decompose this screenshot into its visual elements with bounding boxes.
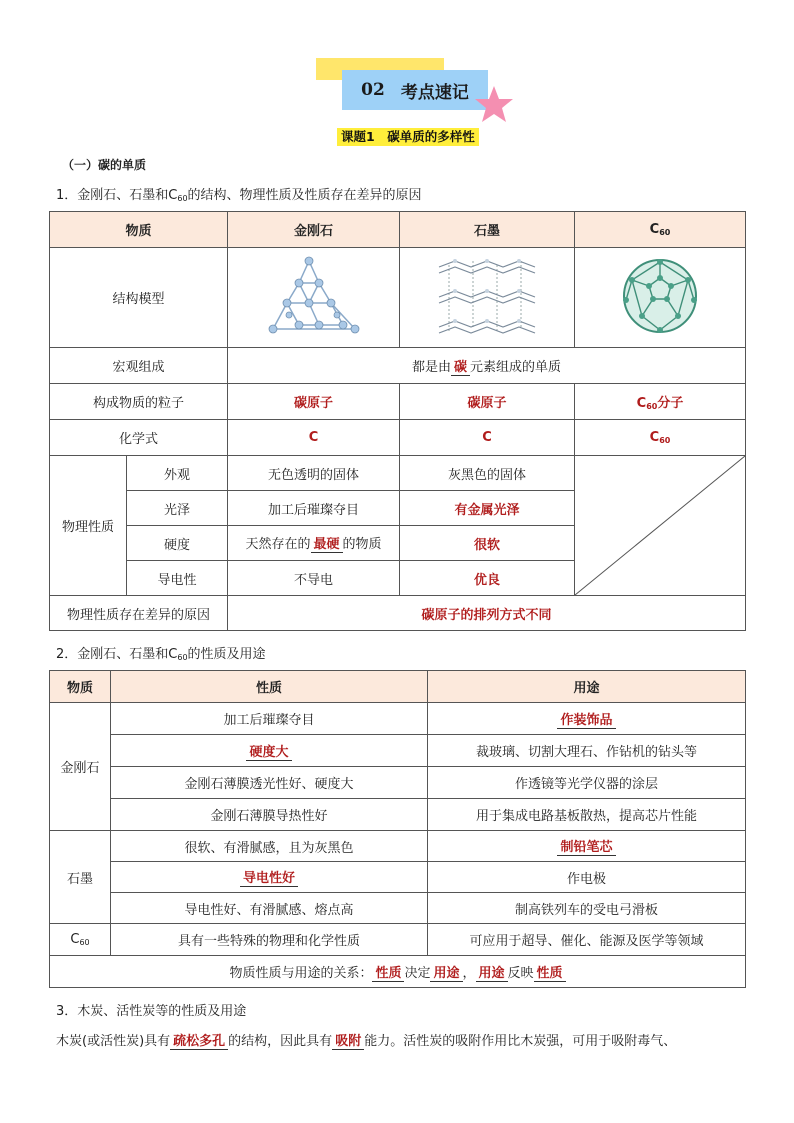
- lesson-subtitle: 课题1 碳单质的多样性: [337, 128, 479, 146]
- blank-adsorption: 吸附: [332, 1030, 364, 1050]
- property-cell: 硬度大: [111, 735, 428, 767]
- property-cell: 导电性好、有滑腻感、熔点高: [111, 893, 428, 924]
- use-cell: 作电极: [428, 862, 746, 893]
- property-cell: 金刚石薄膜透光性好、硬度大: [111, 767, 428, 799]
- use-cell: 制高铁列车的受电弓滑板: [428, 893, 746, 924]
- section-heading: （一）碳的单质: [62, 158, 147, 172]
- structure-properties-table: [49, 211, 746, 631]
- use-cell: 制铅笔芯: [428, 831, 746, 862]
- star-icon: [474, 84, 514, 124]
- formula-graphite: C: [400, 420, 575, 456]
- properties-uses-table: [49, 670, 746, 988]
- buckyball-icon: [618, 254, 702, 338]
- col-header-c60: $C_{60}$: [575, 212, 746, 248]
- graphite-layers-icon: [435, 251, 539, 341]
- use-cell: 作透镜等光学仪器的涂层: [428, 767, 746, 799]
- luster-graphite: 有金属光泽: [400, 491, 575, 526]
- substance-c60: $C_{60}$: [50, 924, 111, 956]
- question-2: 2．金刚石、石墨和$C_{60}$的性质及用途: [56, 647, 266, 662]
- substance-graphite: 石墨: [50, 831, 111, 924]
- particle-c60: $C_{60}$分子: [575, 384, 746, 420]
- col-header-use: 用途: [428, 671, 746, 703]
- row-structure-model: 结构模型: [50, 248, 228, 348]
- question-3: 3．木炭、活性炭等的性质及用途: [56, 1004, 247, 1019]
- prop-conductivity: 导电性: [127, 561, 228, 596]
- conductivity-graphite: 优良: [400, 561, 575, 596]
- use-cell: 用于集成电路基板散热，提高芯片性能: [428, 799, 746, 831]
- formula-c60: $C_{60}$: [575, 420, 746, 456]
- prop-luster: 光泽: [127, 491, 228, 526]
- question-1: 1．金刚石、石墨和$C_{60}$的结构、物理性质及性质存在差异的原因: [56, 188, 422, 203]
- conductivity-diamond: 不导电: [228, 561, 400, 596]
- use-cell: 可应用于超导、催化、能源及医学等领域: [428, 924, 746, 956]
- appearance-graphite: 灰黑色的固体: [400, 456, 575, 491]
- diamond-model-image: [228, 248, 400, 348]
- col-header-property: 性质: [111, 671, 428, 703]
- hardness-graphite: 很软: [400, 526, 575, 561]
- c60-model-image: [575, 248, 746, 348]
- appearance-diamond: 无色透明的固体: [228, 456, 400, 491]
- diagonal-slash: [575, 456, 745, 595]
- particle-graphite: 碳原子: [400, 384, 575, 420]
- diamond-lattice-icon: [259, 253, 369, 339]
- col-header-graphite: 石墨: [400, 212, 575, 248]
- badge-number: 02: [361, 80, 385, 100]
- row-physical-properties: 物理性质: [50, 456, 127, 596]
- hardness-diamond: 天然存在的 最硬 的物质: [228, 526, 400, 561]
- graphite-model-image: [400, 248, 575, 348]
- difference-reason-value: 碳原子的排列方式不同: [228, 596, 746, 631]
- substance-diamond: 金刚石: [50, 703, 111, 831]
- formula-diamond: C: [228, 420, 400, 456]
- c60-diagonal-cell: [575, 456, 746, 596]
- col-header-diamond: 金刚石: [228, 212, 400, 248]
- use-cell: 作装饰品: [428, 703, 746, 735]
- macro-composition-value: 都是由 碳 元素组成的单质: [228, 348, 746, 384]
- section-badge: [316, 58, 506, 124]
- row-formula: 化学式: [50, 420, 228, 456]
- blank-porous: 疏松多孔: [170, 1030, 228, 1050]
- row-macro-composition: 宏观组成: [50, 348, 228, 384]
- particle-diamond: 碳原子: [228, 384, 400, 420]
- row-particles: 构成物质的粒子: [50, 384, 228, 420]
- luster-diamond: 加工后璀璨夺目: [228, 491, 400, 526]
- prop-appearance: 外观: [127, 456, 228, 491]
- property-cell: 具有一些特殊的物理和化学性质: [111, 924, 428, 956]
- row-difference-reason: 物理性质存在差异的原因: [50, 596, 228, 631]
- property-use-relation: 物质性质与用途的关系： 性质 决定 用途 ， 用途 反映 性质: [50, 956, 746, 988]
- badge-label: [342, 70, 488, 110]
- charcoal-paragraph: 木炭(或活性炭)具有 疏松多孔 的结构，因此具有 吸附 能力。活性炭的吸附作用比木炭强，可用于吸附毒气、: [56, 1030, 794, 1050]
- property-cell: 导电性好: [111, 862, 428, 893]
- property-cell: 很软、有滑腻感，且为灰黑色: [111, 831, 428, 862]
- col-header-substance: 物质: [50, 212, 228, 248]
- col-header-substance: 物质: [50, 671, 111, 703]
- badge-title: 考点速记: [400, 82, 469, 103]
- property-cell: 加工后璀璨夺目: [111, 703, 428, 735]
- property-cell: 金刚石薄膜导热性好: [111, 799, 428, 831]
- use-cell: 裁玻璃、切割大理石、作钻机的钻头等: [428, 735, 746, 767]
- prop-hardness: 硬度: [127, 526, 228, 561]
